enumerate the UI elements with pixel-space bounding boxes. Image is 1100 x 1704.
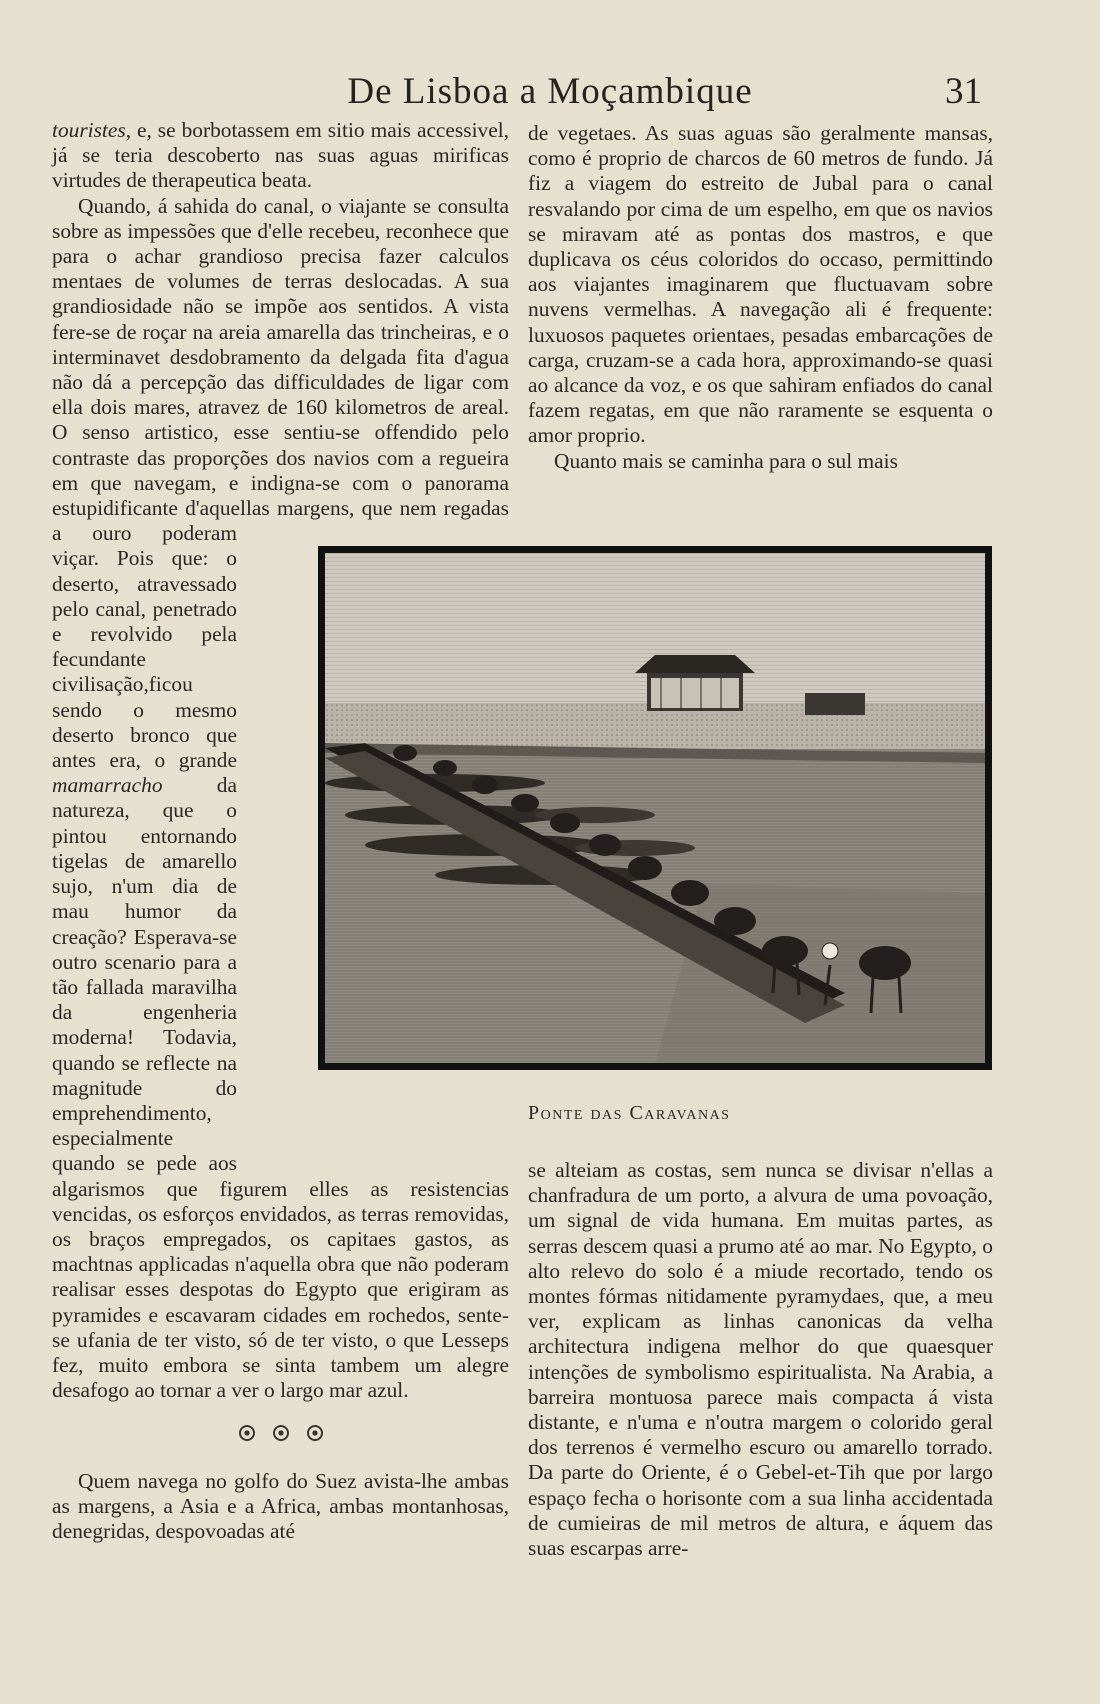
right-column-top — [528, 121, 993, 474]
figure-caption: Ponte das Caravanas — [528, 1102, 731, 1124]
page-number: 31 — [945, 71, 982, 112]
italic-word: mamarracho — [52, 773, 163, 798]
section-ornament — [52, 1425, 509, 1450]
right-column-bottom — [528, 1158, 993, 1561]
caravan-bridge-engraving — [325, 553, 985, 1063]
paragraph-2: Quando, á sahida do canal, o viajante se consulta sobre as impessões que d'elle recebeu, reconhece que para o achar grandioso precisa fazer calculos mentaes de volumes de terras deslocadas. A sua grandiosidade não se impõe aos sentidos. A vista fere-se de roçar na areia amarella das trincheiras, e o interminavet desdobramento da delgada fita d'agua não dá a percepção das difficuldades de ligar com ella dois mares, atravez de 160 kilometros de areal. O senso artistico, esse sentiu-se offendido pelo contraste das proporções dos navios com a regueira em que navegam, e indigna-se com o panorama estupidificante d'aquellas margens, que nem regadas a ouro poderam viçar. Pois que: o deserto, atravessado pelo canal, penetrado e revolvido pela fecundante civilisação,ficou sendo o mesmo deserto bronco que antes era, o grande mamarracho da natureza, que o pintou entornando tigelas de amarello sujo, n'um dia de mau humor da creação? Esperava-se outro scenario para a tão fallada maravilha da engenheria moderna! Todavia, quando se reflecte na magnitude do emprehendimento, especialmente quando se pede aos algarismos que figurem elles as resistencias vencidas, os esforços envidados, as terras removidas, os braços empregados, os capitaes gastos, as machtnas applicadas n'aquella obra que não poderam realisar esses despotas do Egypto que erigiram as pyramides e escavaram cidades em rochedos, sente-se ufania de ter visto, só de ter visto, o que Lesseps fez, muito embora se sinta tambem um alegre desafogo ao tornar a ver o largo mar azul. — [52, 193, 509, 1403]
paragraph-right-1: de vegetaes. As suas aguas são geralmente mansas, como é proprio de charcos de 60 metros de fundo. Já fiz a viagem do estreito de Jubal para o canal resvalando por cima de um espelho, em que os navios se miravam até as pontas dos mastros, e que duplicava os céus coloridos do occaso, permittindo aos viajantes imaginarem que fluctuavam sobre nuvens vermelhas. A navegação ali é frequente: luxuosos paquetes orientaes, pesadas embarcações de carga, cruzam-se a cada hora, approximando-se quasi ao alcance da voz, e os que sahiram enfiados do canal fazem regatas, em que não raramente se esquenta o amor proprio. — [528, 121, 993, 448]
paragraph-1: touristes, e, se borbotassem em sitio mais accessivel, já se teria descoberto nas suas aguas mirificas virtudes de therapeutica beata. — [52, 118, 509, 193]
paragraph-3: Quem navega no golfo do Suez avista-lhe ambas as margens, a Asia e a Africa, ambas montanhosas, denegridas, despovoadas até — [52, 1468, 509, 1543]
paragraph-right-3: se alteiam as costas, sem nunca se divisar n'ellas a chanfradura de um porto, a alvura de uma povoação, um signal de vida humana. Em muitas partes, as serras descem quasi a prumo até ao mar. No Egypto, o alto relevo do solo é a miude recortado, tendo os montes fórmas nitidamente pyramydaes, que, a meu ver, explicam as linhas canonicas da velha architectura indigena melhor do que quaesquer intenções de symbolismo espiritualista. Na Arabia, a barreira montuosa parece mais compacta á vista distante, e n'uma e n'outra margem o colorido geral dos terrenos é vermelho escuro ou amarello torrado. Da parte do Oriente, é o Gebel-et-Tih que por largo espaço fecha o horisonte com a sua linha accidentada de cumieiras de mil metros de altura, e áquem das suas escarpas arre- — [528, 1158, 993, 1561]
engraving-illustration — [318, 546, 992, 1070]
paragraph-right-2: Quanto mais se caminha para o sul mais — [554, 448, 898, 473]
running-title: De Lisboa a Moçambique — [347, 71, 753, 112]
italic-word: touristes — [52, 118, 126, 142]
page-header — [0, 70, 1100, 120]
